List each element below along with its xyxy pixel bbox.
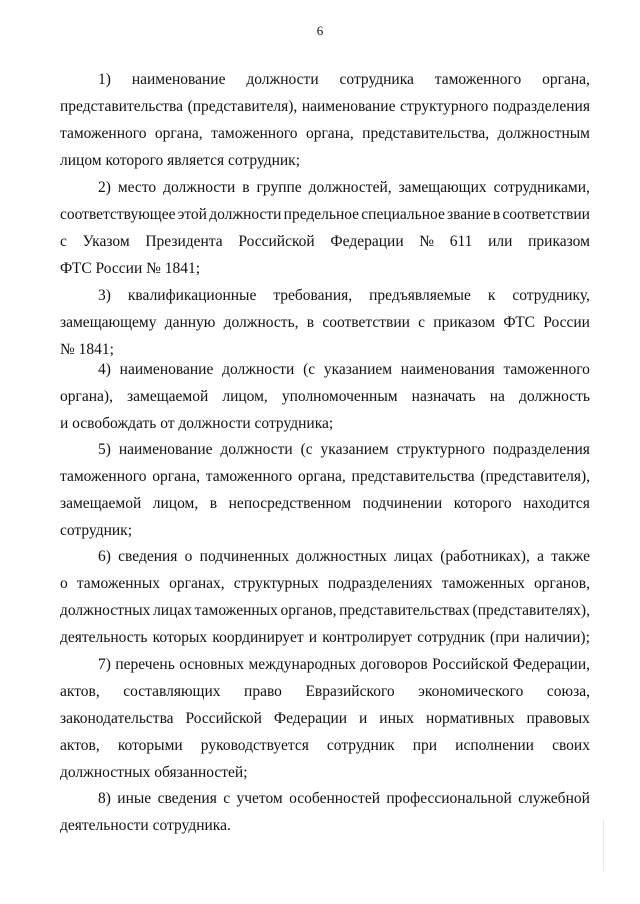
word: непосредственном — [228, 495, 352, 512]
text-line — [98, 786, 590, 812]
word: сотрудник — [417, 629, 485, 646]
text-line: и освобождать от должности сотрудника; — [60, 415, 334, 432]
word: требования, — [273, 287, 353, 304]
word: сведения — [157, 790, 217, 807]
text-line — [98, 175, 590, 201]
word: наименования — [400, 361, 495, 378]
text-line — [60, 625, 590, 651]
word: своих — [552, 737, 590, 754]
word: Федерации — [273, 710, 348, 727]
word: должности — [163, 179, 236, 196]
word: служебной — [518, 790, 590, 807]
word: иных — [379, 710, 415, 727]
word: 611 — [449, 233, 473, 250]
word: о — [184, 548, 193, 565]
word: также — [551, 548, 590, 565]
word: Федерации — [330, 233, 404, 250]
word: таможенных — [441, 575, 525, 592]
word: замещаемой — [60, 495, 142, 512]
word: группе — [256, 179, 302, 196]
text-line — [60, 229, 590, 255]
text-line — [60, 491, 590, 517]
word: находится — [523, 495, 590, 512]
word: органа, — [154, 125, 203, 142]
word: 3) — [98, 287, 111, 304]
word: или — [488, 233, 513, 250]
text-line — [60, 679, 590, 705]
text-line — [60, 384, 590, 410]
word: 6) — [98, 548, 111, 565]
word: профессиональной — [386, 790, 512, 807]
word: данную — [164, 314, 216, 331]
word: таможенного — [60, 125, 147, 142]
word: в — [492, 206, 501, 223]
text-line: деятельности сотрудника. — [60, 817, 231, 834]
text-line — [60, 202, 590, 228]
word: сотрудниками, — [493, 179, 590, 196]
text-line — [98, 283, 590, 309]
text-line: лицом которого является сотрудник; — [60, 152, 301, 169]
word: должность — [518, 388, 590, 405]
word: звание — [447, 206, 491, 223]
word: приказом — [528, 233, 590, 250]
text-line: № 1841; — [60, 341, 114, 358]
word: представительства — [60, 98, 184, 115]
word: место — [117, 179, 157, 196]
word: таможенного — [503, 361, 590, 378]
word: подразделения — [492, 441, 590, 458]
word: о — [60, 575, 68, 592]
word: приказом — [433, 314, 496, 331]
text-line — [98, 67, 590, 93]
word: (представителя), — [480, 468, 590, 485]
word: этой — [177, 206, 207, 223]
word: 2) — [98, 179, 111, 196]
word: сотрудник — [326, 737, 395, 754]
word: Российской — [238, 233, 315, 250]
word: наименование — [131, 71, 226, 88]
text-line — [98, 652, 590, 678]
word: таможенных — [194, 602, 278, 619]
word: таможенного — [60, 468, 147, 485]
word: 7) — [98, 656, 111, 673]
word: перечень — [115, 656, 175, 673]
word: руководствуется — [200, 737, 309, 754]
word: наименование — [301, 98, 396, 115]
word: должностных — [296, 548, 387, 565]
scan-artifact — [603, 820, 604, 870]
word: органов, — [280, 602, 337, 619]
word: подразделениях — [327, 575, 433, 592]
word: в — [306, 314, 315, 331]
word: с — [223, 790, 231, 807]
text-line — [60, 94, 590, 120]
word: таможенных — [76, 575, 160, 592]
word: 5) — [98, 441, 111, 458]
word: структурного — [400, 98, 489, 115]
word: таможенного — [434, 71, 522, 88]
word: замещаемой — [127, 388, 209, 405]
word: наличии); — [524, 629, 590, 646]
word: экономического — [418, 683, 524, 700]
word: должность, — [223, 314, 299, 331]
word: замещающему — [60, 314, 157, 331]
word: исполнении — [455, 737, 534, 754]
word: учетом — [236, 790, 283, 807]
word: Президента — [145, 233, 223, 250]
word: наименование — [118, 441, 213, 458]
word: (при — [490, 629, 520, 646]
word: нормативных — [426, 710, 515, 727]
word: органов, — [533, 575, 590, 592]
word: сотруднику, — [512, 287, 590, 304]
word: которыми — [117, 737, 183, 754]
word: основных — [179, 656, 245, 673]
word: должностей, — [308, 179, 392, 196]
word: должности — [246, 71, 319, 88]
word: Федерации, — [512, 656, 590, 673]
text-line — [60, 571, 590, 597]
word: предельное — [283, 206, 360, 223]
word: соответствующее — [60, 206, 176, 223]
word: подразделения — [492, 98, 590, 115]
word: Российской — [432, 656, 509, 673]
text-line — [60, 706, 590, 732]
word: 1) — [98, 71, 111, 88]
word: законодательства — [60, 710, 174, 727]
word: подчиненных — [199, 548, 290, 565]
word: назначать — [411, 388, 476, 405]
word: специальное — [361, 206, 445, 223]
text-line — [60, 464, 590, 490]
word: союза, — [546, 683, 590, 700]
word: указанием — [323, 361, 393, 378]
word: № — [419, 233, 435, 250]
text-line — [98, 357, 590, 383]
word: соответствии — [502, 206, 590, 223]
text-line: ФТС России № 1841; — [60, 260, 201, 277]
word: деятельность — [60, 629, 148, 646]
text-line — [60, 733, 590, 759]
word: которых — [152, 629, 208, 646]
word: (с — [300, 441, 313, 458]
word: которого — [453, 495, 512, 512]
word: договоров — [360, 656, 428, 673]
word: право — [244, 683, 282, 700]
word: органа, — [152, 468, 201, 485]
word: и — [359, 710, 368, 727]
word: замещающих — [398, 179, 487, 196]
word: (представителях), — [472, 602, 590, 619]
word: иные — [117, 790, 152, 807]
word: ФТС — [503, 314, 535, 331]
word: должностных — [60, 602, 151, 619]
word: соответствии — [322, 314, 410, 331]
word: лицом, — [222, 388, 268, 405]
text-line — [60, 598, 590, 624]
word: таможенного — [211, 125, 298, 142]
word: координирует — [212, 629, 304, 646]
word: сведения — [118, 548, 178, 565]
word: актов, — [60, 737, 100, 754]
word: 8) — [98, 790, 111, 807]
word: должности — [222, 361, 295, 378]
word: контролирует — [322, 629, 413, 646]
text-line — [98, 437, 590, 463]
word: к — [487, 287, 496, 304]
word: представительствах — [339, 602, 470, 619]
word: наименование — [119, 361, 214, 378]
text-line — [60, 121, 590, 147]
word: с — [418, 314, 426, 331]
word: представительства, — [362, 125, 490, 142]
word: и — [308, 629, 318, 646]
word: 4) — [98, 361, 111, 378]
word: международных — [248, 656, 357, 673]
text-line: сотрудник; — [60, 522, 133, 539]
word: а — [537, 548, 544, 565]
page-number: 6 — [316, 23, 324, 38]
word: квалификационные — [127, 287, 257, 304]
word: органа, — [542, 71, 590, 88]
word: лицах — [394, 548, 434, 565]
word: Евразийского — [305, 683, 395, 700]
word: таможенного — [205, 468, 293, 485]
word: представительства — [351, 468, 475, 485]
text-line — [60, 310, 590, 336]
word: органах, — [169, 575, 225, 592]
word: лицом, — [152, 495, 199, 512]
text-line: должностных обязанностей; — [60, 764, 248, 781]
word: должностным — [497, 125, 590, 142]
word: органа, — [305, 125, 354, 142]
word: (с — [303, 361, 316, 378]
word: (работниках), — [440, 548, 530, 565]
word: актов, — [60, 683, 100, 700]
word: в — [242, 179, 250, 196]
word: на — [489, 388, 505, 405]
word: должности — [220, 441, 293, 458]
word: особенностей — [289, 790, 381, 807]
word: составляющих — [123, 683, 221, 700]
word: подчинении — [362, 495, 443, 512]
word: России — [543, 314, 590, 331]
word: Российской — [185, 710, 262, 727]
word: лицах — [153, 602, 193, 619]
word: при — [412, 737, 438, 754]
word: с — [60, 233, 67, 250]
word: должности — [209, 206, 282, 223]
word: структурных — [233, 575, 319, 592]
text-line — [98, 544, 590, 570]
word: уполномоченным — [281, 388, 398, 405]
word: Указом — [82, 233, 130, 250]
word: правовых — [526, 710, 590, 727]
word: в — [209, 495, 218, 512]
word: указанием — [320, 441, 389, 458]
word: органа), — [60, 388, 113, 405]
word: органа, — [297, 468, 346, 485]
word: сотрудника — [339, 71, 414, 88]
word: структурного — [396, 441, 485, 458]
word: предъявляемые — [369, 287, 471, 304]
word: (представителя), — [187, 98, 298, 115]
